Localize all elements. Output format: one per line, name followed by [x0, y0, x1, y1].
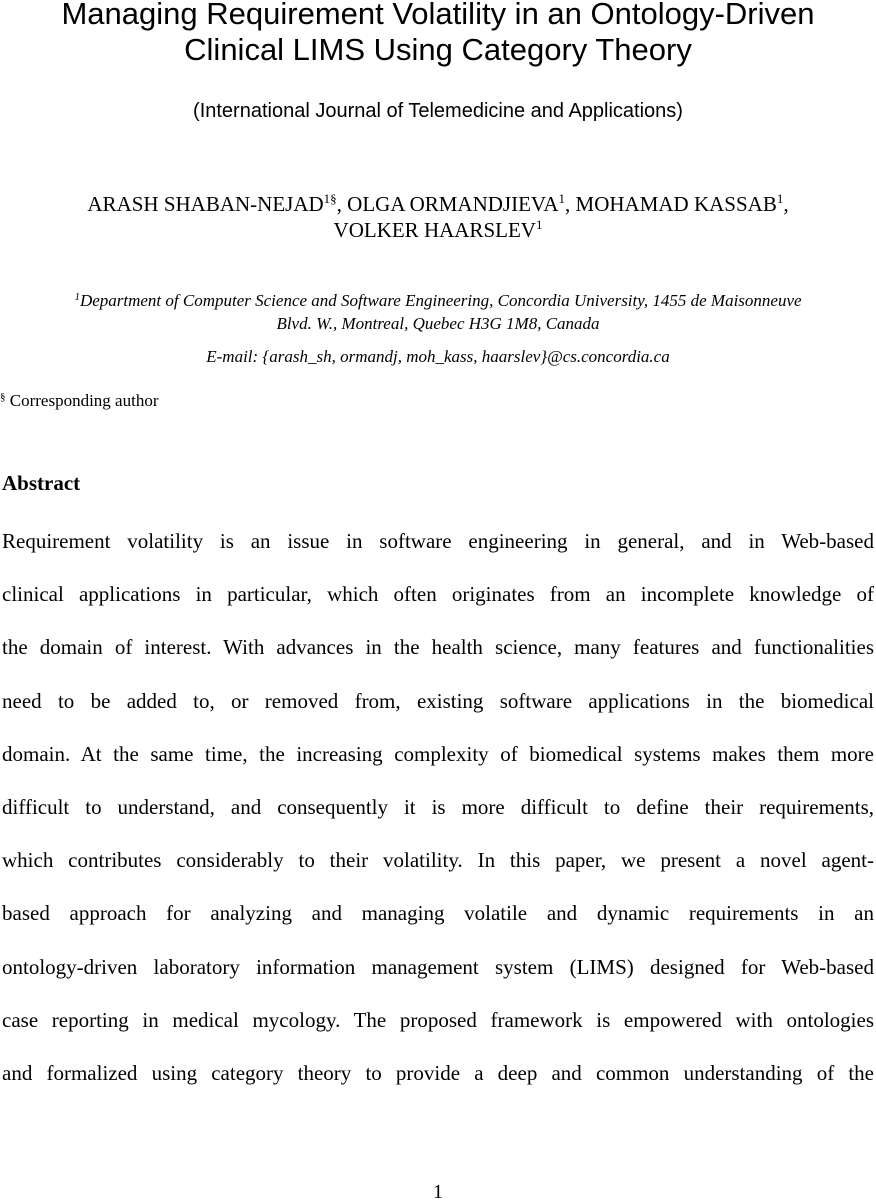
abstract-line: clinical applications in particular, which often originates from an incomplete knowledge of	[2, 582, 874, 607]
abstract-heading: Abstract	[2, 471, 81, 495]
paper-title-line-1: Managing Requirement Volatility in an Ontology-Driven	[61, 0, 815, 31]
corresponding-mark: §	[0, 391, 6, 403]
author-name: MOHAMAD KASSAB	[575, 192, 777, 216]
affiliation-mark: 1	[74, 291, 80, 303]
paper-title-line-2: Clinical LIMS Using Category Theory	[184, 32, 692, 67]
abstract-line: ontology-driven laboratory information management system (LIMS) designed for Web-based	[2, 954, 874, 979]
journal-name: (International Journal of Telemedicine and Applications)	[193, 100, 683, 122]
author-list: ARASH SHABAN-$NEJAD^{1\S}$, OLGA ORMANDJIEVA$^1$, MOHAMAD KASSAB$^1$, VOLKER HAARSLEV$^1$	[87, 191, 789, 242]
author-name: OLGA ORMANDJIEVA	[347, 192, 559, 216]
abstract-line: based approach for analyzing and managing volatile and dynamic requirements in an	[2, 901, 874, 926]
author-name: VOLKER HAARSLEV	[333, 218, 536, 242]
paper-title	[0, 0, 876, 68]
abstract-line: the domain of interest. With advances in the health science, many features and functionalities	[2, 635, 874, 660]
corresponding-author-note	[0, 390, 158, 412]
abstract-line: case reporting in medical mycology. The proposed framework is empowered with ontologies	[2, 1007, 874, 1032]
affiliation	[0, 289, 876, 335]
affiliation-line-1: Department of Computer Science and Software Engineering, Concordia University, 1455 de Maisonneuve	[79, 291, 802, 310]
author-emails: E-mail: {arash_sh, ormandj, moh_kass, haarslev}@cs.concordia.ca	[206, 347, 670, 366]
abstract-line: which contributes considerably to their volatility. In this paper, we present a novel agent-	[2, 848, 874, 873]
abstract-line: domain. At the same time, the increasing complexity of biomedical systems makes them more	[2, 741, 874, 766]
author-affiliation-mark: 1	[535, 217, 543, 232]
abstract-line: difficult to understand, and consequently it is more difficult to define their requirements,	[2, 795, 874, 820]
author-affiliation-mark: 1	[776, 191, 784, 206]
page-number: 1	[433, 1181, 443, 1203]
abstract-line: Requirement volatility is an issue in software engineering in general, and in Web-based	[2, 529, 874, 553]
author-name: ARASH SHABAN-NEJAD	[87, 192, 324, 216]
abstract-line: and formalized using category theory to provide a deep and common understanding of the	[2, 1061, 874, 1086]
author-affiliation-mark: 1	[558, 191, 566, 206]
abstract-body	[2, 515, 874, 1100]
affiliation-line-2: Blvd. W., Montreal, Quebec H3G 1M8, Canada	[276, 314, 600, 333]
abstract-line: need to be added to, or removed from, existing software applications in the biomedical	[2, 688, 874, 713]
corresponding-author-text: Corresponding author	[5, 391, 159, 410]
author-affiliation-mark: 1§	[323, 191, 337, 206]
